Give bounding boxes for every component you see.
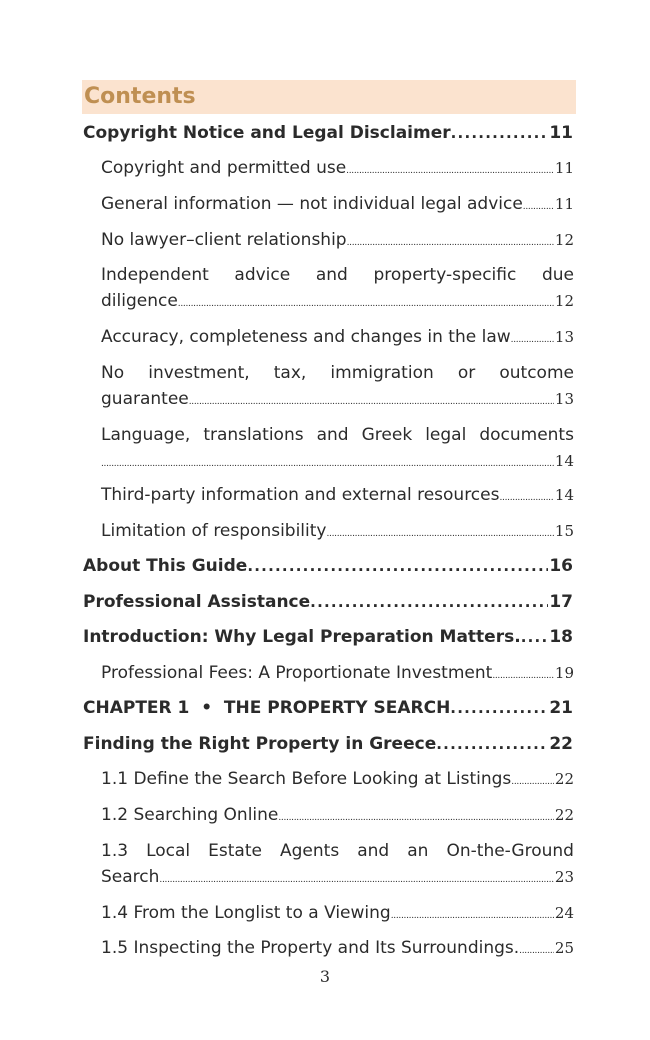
dot-leader bbox=[436, 731, 548, 757]
toc-entry-label: Accuracy, completeness and changes in the law bbox=[101, 327, 511, 347]
toc-entry-label: General information — not individual legal advice bbox=[101, 194, 523, 214]
toc-entry-chapter-1[interactable] bbox=[83, 695, 573, 721]
toc-entry-label: CHAPTER 1 • THE PROPERTY SEARCH bbox=[83, 698, 451, 718]
page-number: 3 bbox=[319, 967, 331, 986]
toc-entry-1-1[interactable] bbox=[101, 766, 574, 795]
toc-entry-page: 17 bbox=[549, 592, 573, 612]
toc-entry-label: Introduction: Why Legal Preparation Matters. bbox=[83, 627, 521, 647]
toc-entry-label: Copyright and permitted use bbox=[101, 158, 347, 178]
toc-entry-page: 11 bbox=[554, 159, 574, 177]
toc-entry-label: 1.4 From the Longlist to a Viewing bbox=[101, 903, 391, 923]
word: outcome bbox=[499, 363, 574, 383]
dot-leader bbox=[492, 660, 554, 689]
toc-entry-about-guide[interactable] bbox=[83, 553, 573, 579]
dot-leader bbox=[278, 802, 554, 831]
toc-entry-page: 22 bbox=[554, 806, 574, 824]
word: and bbox=[357, 841, 390, 861]
toc-entry-page: 21 bbox=[549, 698, 573, 718]
dot-leader bbox=[101, 448, 554, 477]
toc-entry-label: Search bbox=[101, 867, 160, 887]
dot-leader bbox=[451, 120, 549, 146]
toc-entry-label: Professional Assistance bbox=[83, 592, 311, 612]
toc-entry-label: Limitation of responsibility bbox=[101, 521, 327, 541]
dot-leader bbox=[347, 227, 554, 256]
toc-entry-label: Third-party information and external resources bbox=[101, 485, 500, 505]
toc-entry-page: 23 bbox=[554, 868, 574, 886]
toc-entry-label: 1.5 Inspecting the Property and Its Surroundings. bbox=[101, 938, 520, 958]
toc-entry-label: No lawyer–client relationship bbox=[101, 230, 347, 250]
toc-title: Contents bbox=[84, 84, 196, 109]
toc-entry-page: 24 bbox=[554, 904, 574, 922]
toc-entry-language-translations-line1[interactable] bbox=[101, 422, 574, 448]
dot-leader bbox=[511, 766, 554, 795]
word: No bbox=[101, 363, 125, 383]
dot-leader bbox=[326, 518, 553, 547]
toc-entry-label: Finding the Right Property in Greece bbox=[83, 734, 437, 754]
dot-leader bbox=[511, 324, 554, 353]
toc-entry-page: 22 bbox=[549, 734, 573, 754]
toc-entry-1-4[interactable] bbox=[101, 900, 574, 929]
toc-entry-1-5[interactable] bbox=[101, 935, 574, 964]
toc-entry-finding-property[interactable] bbox=[83, 731, 573, 757]
toc-entry-label: Copyright Notice and Legal Disclaimer bbox=[83, 123, 451, 143]
word: Independent bbox=[101, 265, 209, 285]
toc-entry-label: diligence bbox=[101, 291, 178, 311]
toc-entry-page: 11 bbox=[549, 123, 573, 143]
toc-entry-general-information[interactable] bbox=[101, 191, 574, 220]
toc-entry-label: 1.1 Define the Search Before Looking at Listings bbox=[101, 769, 512, 789]
dot-leader bbox=[189, 386, 554, 415]
word: or bbox=[457, 363, 476, 383]
toc-entry-1-3-line2[interactable] bbox=[101, 864, 574, 893]
toc-entry-page: 12 bbox=[554, 292, 574, 310]
dot-leader bbox=[178, 288, 554, 317]
toc-entry-language-translations-line2[interactable] bbox=[101, 448, 574, 477]
word: an bbox=[407, 841, 429, 861]
word: immigration bbox=[330, 363, 434, 383]
word: and bbox=[316, 425, 349, 445]
toc-entry-page: 11 bbox=[554, 195, 574, 213]
toc-entry-copyright-notice[interactable] bbox=[83, 120, 573, 146]
toc-entry-label: About This Guide bbox=[83, 556, 248, 576]
toc-entry-label: 1.2 Searching Online bbox=[101, 805, 279, 825]
toc-entry-1-3-line1[interactable] bbox=[101, 838, 574, 864]
word: Language, bbox=[101, 425, 191, 445]
dot-leader bbox=[521, 624, 549, 650]
toc-header bbox=[82, 80, 576, 114]
word: advice bbox=[234, 265, 291, 285]
word: and bbox=[315, 265, 348, 285]
dot-leader bbox=[159, 864, 554, 893]
toc-entry-page: 12 bbox=[554, 231, 574, 249]
dot-leader bbox=[523, 191, 554, 220]
toc-entry-introduction[interactable] bbox=[83, 624, 573, 650]
toc-entry-no-lawyer-client[interactable] bbox=[101, 227, 574, 256]
toc-entry-page: 25 bbox=[554, 939, 574, 957]
word: translations bbox=[203, 425, 304, 445]
toc-entry-page: 13 bbox=[554, 328, 574, 346]
word: Greek bbox=[361, 425, 413, 445]
word: 1.3 bbox=[101, 841, 129, 861]
toc-entry-1-2[interactable] bbox=[101, 802, 574, 831]
dot-leader bbox=[499, 482, 553, 511]
word: documents bbox=[479, 425, 574, 445]
toc-entry-independent-advice-line1[interactable] bbox=[101, 262, 574, 288]
toc-entry-page: 14 bbox=[554, 486, 574, 504]
toc-entry-third-party[interactable] bbox=[101, 482, 574, 511]
dot-leader bbox=[247, 553, 548, 579]
word: Agents bbox=[280, 841, 340, 861]
toc-entry-label: Professional Fees: A Proportionate Investment bbox=[101, 663, 493, 683]
toc-entry-page: 19 bbox=[554, 664, 574, 682]
dot-leader bbox=[391, 900, 554, 929]
dot-leader bbox=[310, 589, 548, 615]
toc-entry-no-investment-line1[interactable] bbox=[101, 360, 574, 386]
toc-entry-professional-fees[interactable] bbox=[101, 660, 574, 689]
toc-entry-independent-advice-line2[interactable] bbox=[101, 288, 574, 317]
toc-entry-page: 13 bbox=[554, 390, 574, 408]
word: investment, bbox=[148, 363, 250, 383]
toc-entry-page: 16 bbox=[549, 556, 573, 576]
toc-entry-no-investment-line2[interactable] bbox=[101, 386, 574, 415]
toc-entry-accuracy[interactable] bbox=[101, 324, 574, 353]
toc-entry-copyright-permitted-use[interactable] bbox=[101, 155, 574, 184]
toc-entry-label: guarantee bbox=[101, 389, 189, 409]
toc-entry-limitation[interactable] bbox=[101, 518, 574, 547]
word: property-specific bbox=[373, 265, 517, 285]
dot-leader bbox=[519, 935, 554, 964]
word: Estate bbox=[208, 841, 262, 861]
toc-entry-page: 15 bbox=[554, 522, 574, 540]
dot-leader bbox=[346, 155, 554, 184]
toc-entry-page: 18 bbox=[549, 627, 573, 647]
toc-entry-page: 14 bbox=[554, 452, 574, 470]
word: legal bbox=[425, 425, 467, 445]
word: On-the-Ground bbox=[446, 841, 574, 861]
toc-entry-page: 22 bbox=[554, 770, 574, 788]
word: tax, bbox=[273, 363, 307, 383]
word: Local bbox=[146, 841, 191, 861]
word: due bbox=[541, 265, 574, 285]
toc-entry-professional-assistance[interactable] bbox=[83, 589, 573, 615]
dot-leader bbox=[450, 695, 548, 721]
